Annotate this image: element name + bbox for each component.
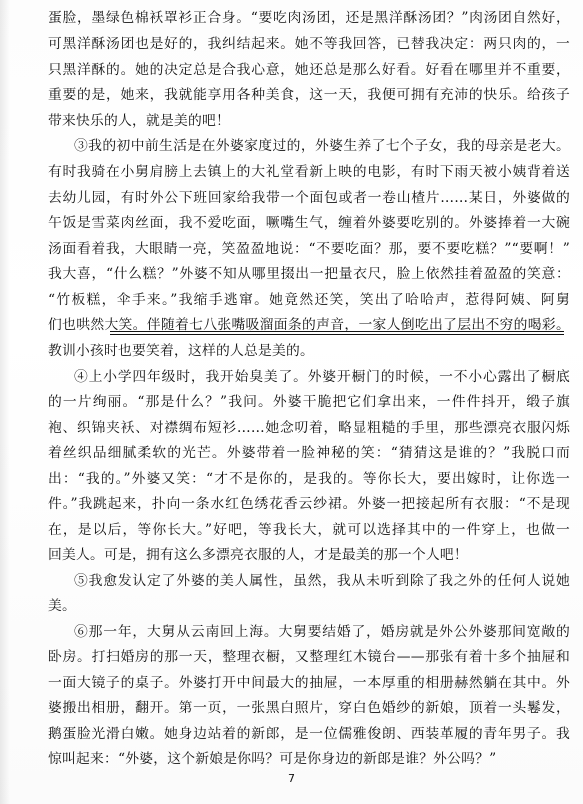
text-line: 鹅蛋脸光滑白嫩。她身边站着的新郎，是一位儒雅俊朗、西装革履的青年男子。我 — [48, 726, 570, 742]
text-line: 去幼儿园，有时外公下班回家给我带一个面包或者一卷山楂片……某日，外婆做的 — [48, 190, 570, 206]
paragraph-start: ⑥那一年，大舅从云南回上海。大舅要结婚了，婚房就是外公外婆那间宽敞的 — [74, 624, 570, 640]
text-line: 教训小孩时也要笑着，这样的人总是美的。 — [48, 343, 314, 359]
text-line: 们也哄然大笑。伴随着七八张嘴吸溜面条的声音，一家人倒吃出了层出不穷的喝彩。 — [48, 317, 570, 333]
paragraph-start: ⑤我愈发认定了外婆的美人属性，虽然，我从未听到除了我之外的任何人说她 — [74, 573, 570, 589]
text-line: 重要的是，她来，我就能享用各种美食，这一天，我便可拥有充沛的快乐。给孩子 — [48, 87, 570, 103]
paragraph-start: ④上小学四年级时，我开始臭美了。外婆开橱门的时候，一不小心露出了橱底 — [74, 369, 570, 385]
text-line: 带来快乐的人，就是美的吧！ — [48, 113, 230, 129]
text-line: 一面大镜子的桌子。外婆打开中间最大的抽屉，一本厚重的相册赫然躺在其中。外 — [48, 675, 570, 691]
text-line: 卧房。打扫婚房的那一天，整理衣橱，又整理红木镜台——那张有着十多个抽屉和 — [48, 649, 570, 665]
handwritten-underline — [110, 331, 564, 332]
text-line: 我大喜，“什么糕？”外婆不知从哪里掇出一把量衣尺，脸上依然挂着盈盈的笑意： — [48, 266, 570, 282]
text-line: 午饭是雪菜肉丝面，我不爱吃面，噘嘴生气，缠着外婆要吃别的。外婆捧着一大碗 — [48, 215, 570, 231]
text-line: 出：“我的。”外婆又笑：“才不是你的，是我的。等你长大，要出嫁时，让你选一 — [48, 471, 570, 487]
text-line: 婆搬出相册，翻开。第一页，一张黑白照片，穿白色婚纱的新娘，顶着一头鬈发， — [48, 700, 570, 716]
text-line: 回美人。可是，拥有这么多漂亮衣服的人，才是最美的那一个人吧！ — [48, 547, 468, 563]
text-line: 的一片绚丽。“那是什么？”我问。外婆干脆把它们拿出来，一件件抖开，缎子旗 — [48, 394, 570, 410]
page-number: 7 — [288, 772, 295, 785]
text-line: 在，是以后，等你长大。”好吧，等我长大，就可以选择其中的一件穿上，也做一 — [48, 522, 570, 538]
handwritten-underline — [110, 334, 564, 335]
scan-edge-shadow — [0, 0, 10, 804]
text-line: 汤面看着我，大眼睛一亮，笑盈盈地说：“不要吃面？那，要不要吃糕？”“要啊！” — [48, 241, 570, 257]
text-line: 蛋脸，墨绿色棉袄罩衫正合身。“要吃肉汤团，还是黑洋酥汤团？”肉汤团自然好， — [48, 10, 570, 26]
text-line: 美。 — [48, 598, 76, 614]
paragraph-start: ③我的初中前生活是在外婆家度过的，外婆生养了七个子女，我的母亲是老大。 — [74, 138, 570, 154]
text-line: 袍、织锦夹袄、对襟绸布短衫……她念叨着，略显粗糙的手里，那些漂亮衣服闪烁 — [48, 420, 570, 436]
text-line: 着丝织品细腻柔软的光芒。外婆带着一脸神秘的笑：“猜猜这是谁的？”我脱口而 — [48, 445, 570, 461]
text-line: 有时我骑在小舅肩膀上去镇上的大礼堂看新上映的电影，有时下雨天被小姨背着送 — [48, 164, 570, 180]
text-line: 件。”我跳起来，扑向一条水红色绣花香云纱裙。外婆一把接起所有衣服：“不是现 — [48, 496, 570, 512]
text-line: 可黑洋酥汤团也是好的，我纠结起来。她不等我回答，已替我决定：两只肉的，一 — [48, 36, 570, 52]
text-line: 惊叫起来：“外婆，这个新娘是你吗？可是你身边的新郎是谁？外公吗？” — [48, 751, 497, 767]
text-line: 只黑洋酥的。她的决定总是合我心意，她还总是那么好看。好看在哪里并不重要， — [48, 62, 570, 78]
text-line: “竹板糕，伞手来。”我缩手逃窜。她竟然还笑，笑出了哈哈声，惹得阿姨、阿舅 — [48, 292, 570, 308]
